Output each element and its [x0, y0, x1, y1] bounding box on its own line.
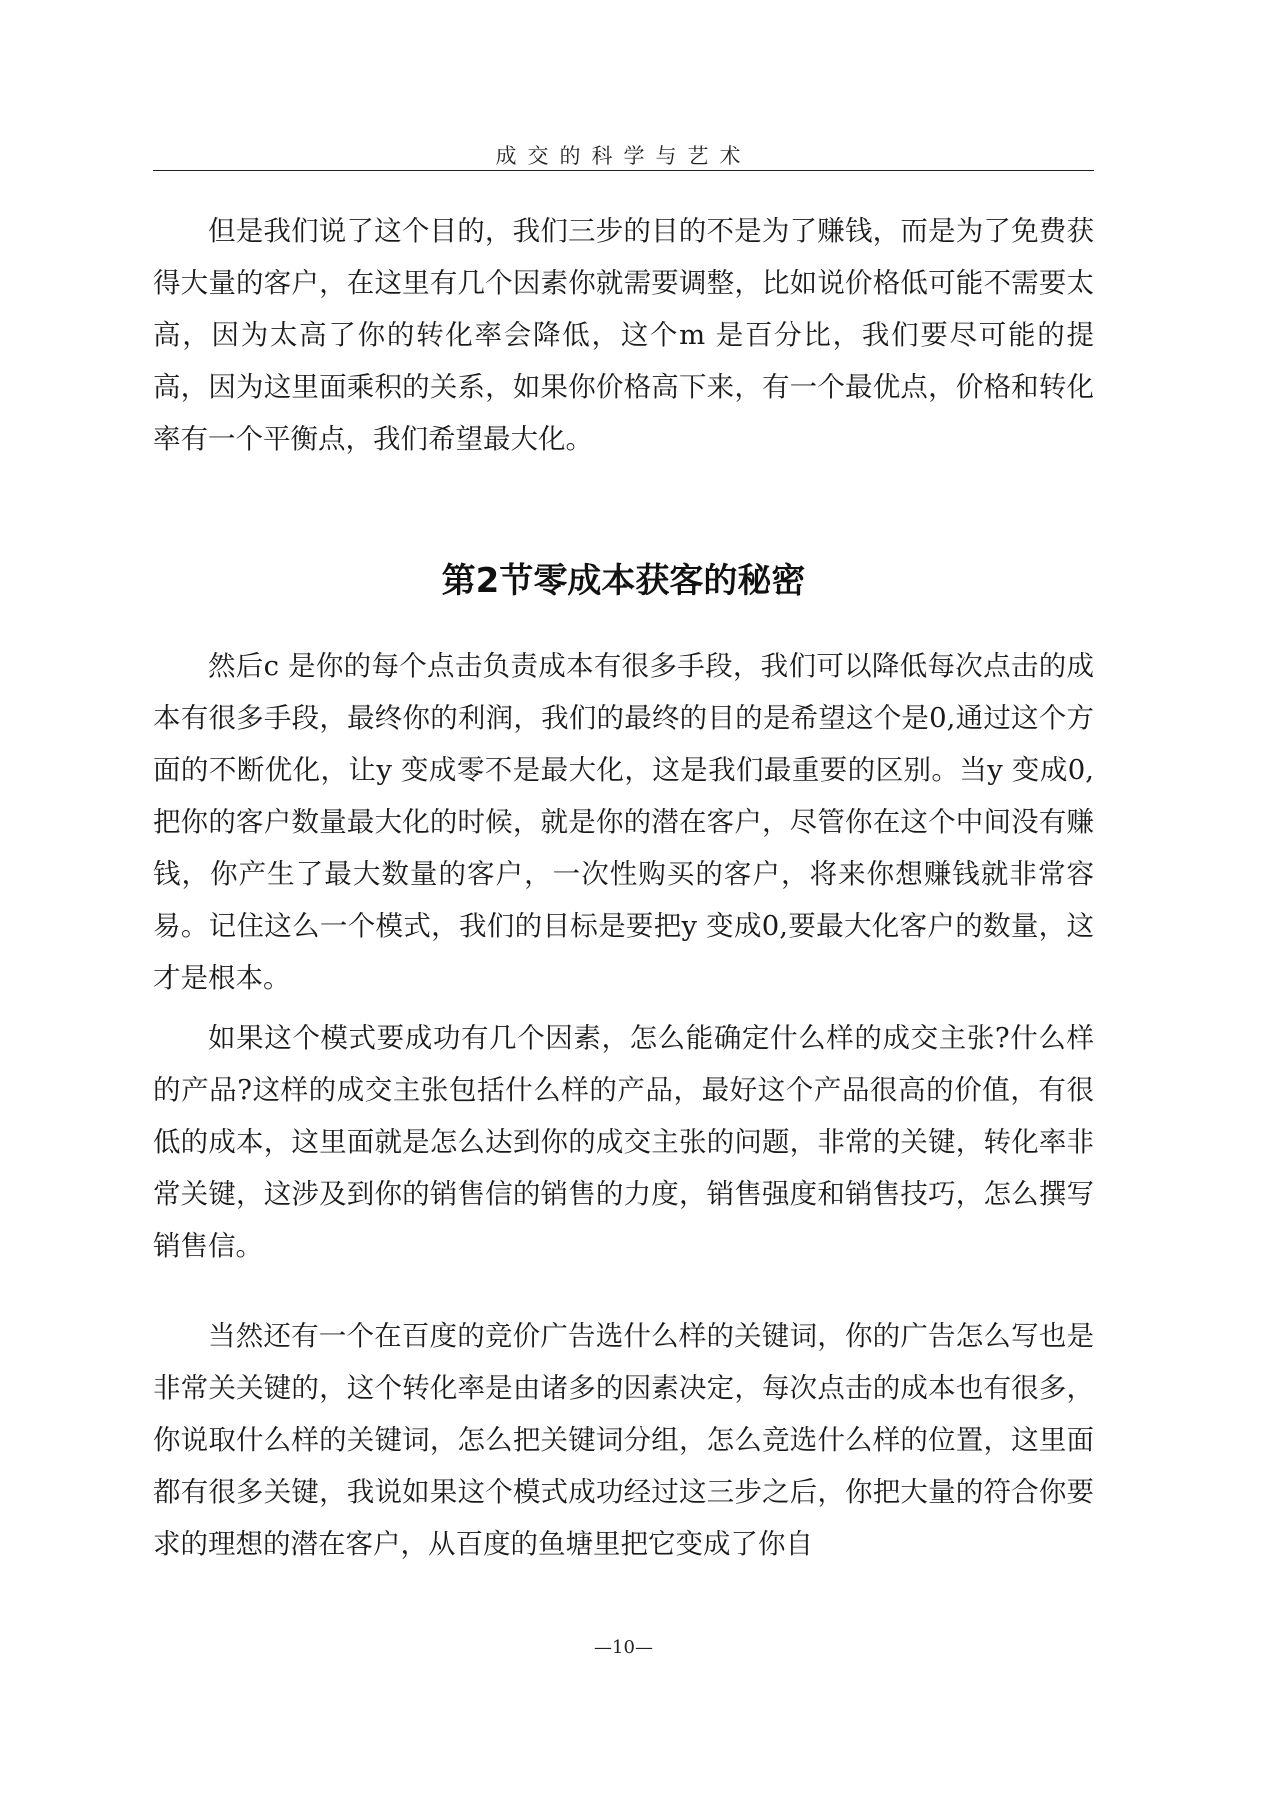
header-divider [153, 170, 1094, 171]
running-header-title: 成交的科学与艺术 [495, 144, 752, 168]
paragraph-2: 然后c 是你的每个点击负责成本有很多手段，我们可以降低每次点击的成本有很多手段，最终你的利润，我们的最终的目的是希望这个是0,通过这个方面的不断优化，让y 变成零不是最大化，这是我们最重要的区别。当y 变成0,把你的客户数量最大化的时候，就是你的潜在客户，尽管你在这个中间没有赚钱，你产生了最大数量的客户，一次性购买的客户，将来你想赚钱就非常容易。记住这么一个模式，我们的目标是要把y 变成0,要最大化客户的数量，这才是根本。 [153, 650, 1094, 994]
section-title: 第2节零成本获客的秘密 [441, 561, 806, 601]
paragraph-1: 但是我们说了这个目的，我们三步的目的不是为了赚钱，而是为了免费获得大量的客户，在这里有几个因素你就需要调整，比如说价格低可能不需要太高，因为太高了你的转化率会降低，这个m 是百分比，我们要尽可能的提高，因为这里面乘积的关系，如果你价格高下来，有一个最优点，价格和转化率有一个平衡点，我们希望最大化。 [153, 215, 1094, 455]
paragraph-3: 如果这个模式要成功有几个因素，怎么能确定什么样的成交主张?什么样的产品?这样的成交主张包括什么样的产品，最好这个产品很高的价值，有很低的成本，这里面就是怎么达到你的成交主张的问题，非常的关键，转化率非常关键，这涉及到你的销售信的销售的力度，销售强度和销售技巧，怎么撰写销售信。 [153, 1022, 1094, 1262]
paragraph-4: 当然还有一个在百度的竞价广告选什么样的关键词，你的广告怎么写也是非常关关键的，这个转化率是由诸多的因素决定，每次点击的成本也有很多，你说取什么样的关键词，怎么把关键词分组，怎么竞选什么样的位置，这里面都有很多关键，我说如果这个模式成功经过这三步之后，你把大量的符合你要求的理想的潜在客户，从百度的鱼塘里把它变成了你自 [153, 1320, 1094, 1560]
page-number: —10— [594, 1637, 653, 1658]
